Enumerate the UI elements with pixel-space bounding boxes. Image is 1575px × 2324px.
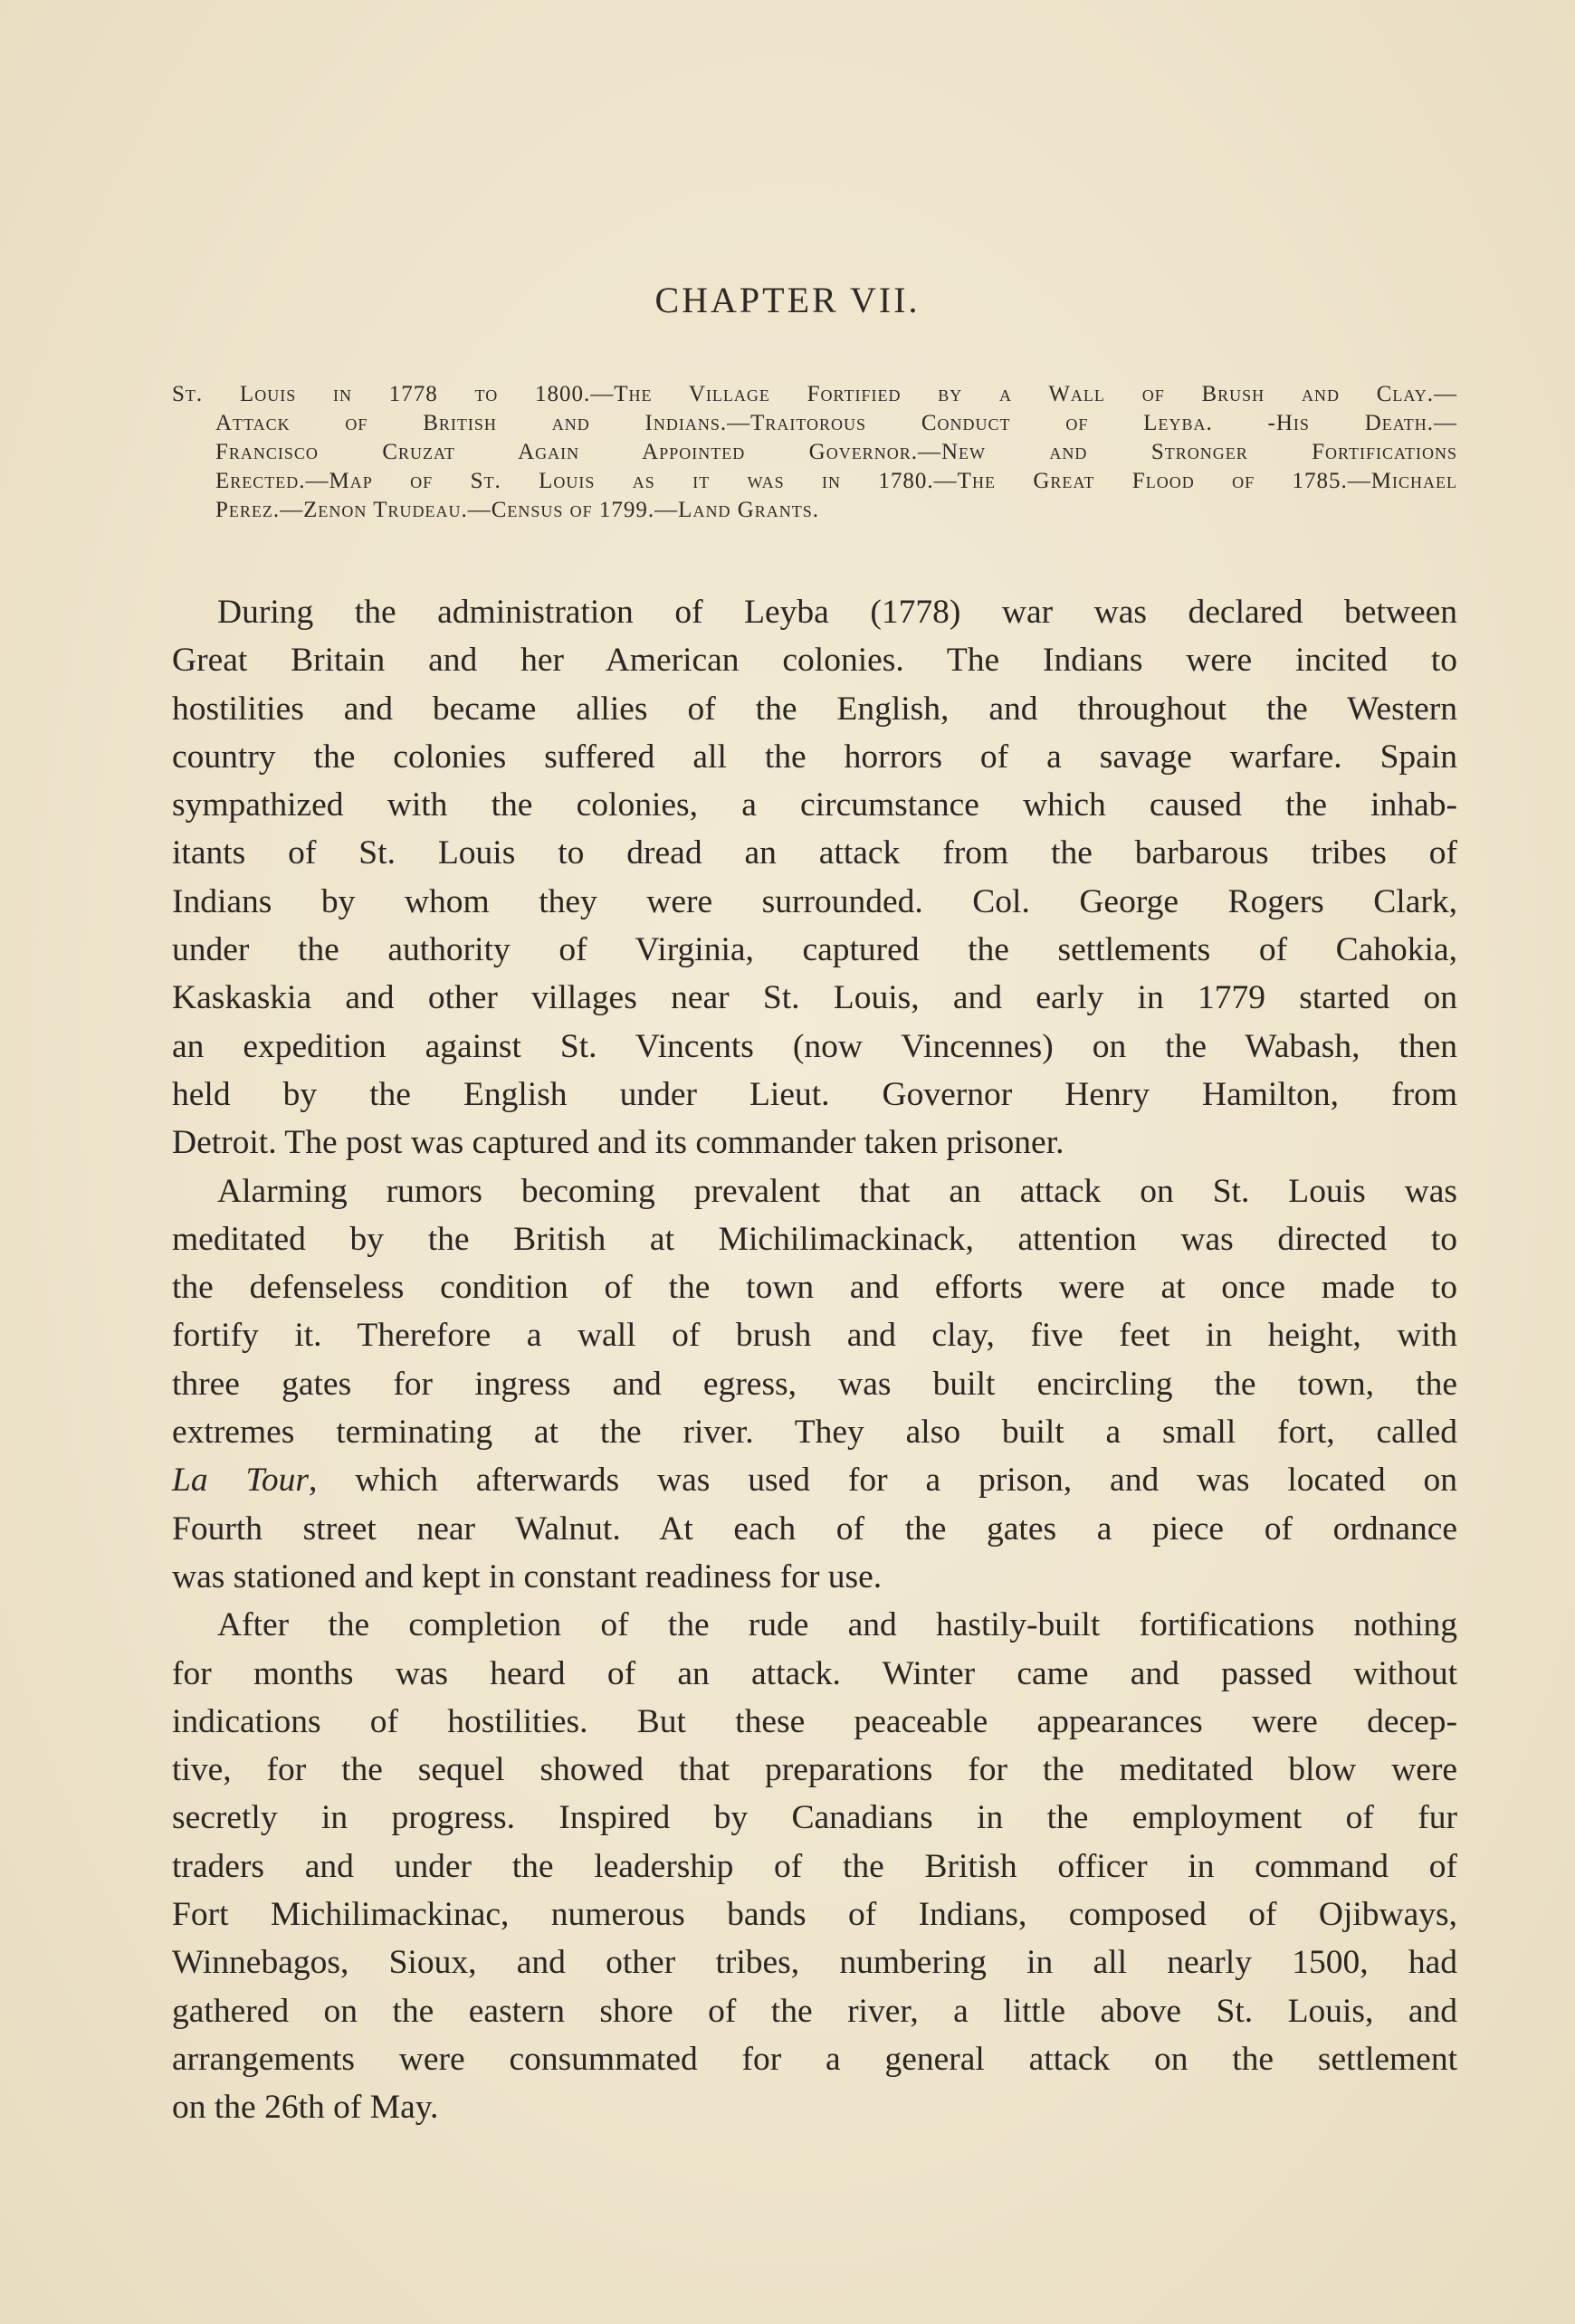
- text-line: sympathized with the colonies, a circumstance which caused the inhab-: [172, 786, 1457, 824]
- text-line: Winnebagos, Sioux, and other tribes, numbering in all nearly 1500, had: [172, 1944, 1457, 1982]
- paragraph: [172, 1601, 1457, 2131]
- text-line: was stationed and kept in constant readiness for use.: [172, 1557, 883, 1595]
- text-line: fortify it. Therefore a wall of brush and clay, five feet in height, with: [172, 1317, 1457, 1355]
- body-text: [172, 588, 1457, 2132]
- text-line: itants of St. Louis to dread an attack from the barbarous tribes of: [172, 834, 1457, 872]
- text-fragment: , which afterwards was used for a prison, and was located on: [309, 1462, 1457, 1500]
- text-line: hostilities and became allies of the English, and throughout the Western: [172, 690, 1457, 728]
- text-line: gathered on the eastern shore of the river, a little above St. Louis, and: [172, 1992, 1457, 2030]
- summary-line: Perez.—Zenon Trudeau.—Census of 1799.—Land Grants.: [215, 498, 820, 522]
- summary-line: Erected.—Map of St. Louis as it was in 1780.—The Great Flood of 1785.—Michael: [215, 469, 1457, 493]
- text-line: Fort Michilimackinac, numerous bands of Indians, composed of Ojibways,: [172, 1896, 1457, 1934]
- text-line: secretly in progress. Inspired by Canadians in the employment of fur: [172, 1799, 1457, 1837]
- text-line: extremes terminating at the river. They also built a small fort, called: [172, 1414, 1457, 1452]
- text-line: the defenseless condition of the town and efforts were at once made to: [172, 1269, 1457, 1307]
- text-line: Great Britain and her American colonies. The Indians were incited to: [172, 642, 1457, 680]
- text-line: [172, 1456, 1457, 1504]
- summary-line: Attack of British and Indians.—Traitorous Conduct of Leyba. -His Death.—: [215, 411, 1457, 435]
- text-line: under the authority of Virginia, captured the settlements of Cahokia,: [172, 931, 1457, 969]
- text-line: Kaskaskia and other villages near St. Louis, and early in 1779 started on: [172, 979, 1457, 1017]
- text-line: tive, for the sequel showed that preparations for the meditated blow were: [172, 1751, 1457, 1789]
- summary-line: Francisco Cruzat Again Appointed Governor.—New and Stronger Fortifications: [215, 440, 1457, 464]
- text-line: Alarming rumors becoming prevalent that an attack on St. Louis was: [217, 1172, 1457, 1210]
- text-line: After the completion of the rude and hastily-built fortifications nothing: [217, 1606, 1457, 1644]
- italic-term: La Tour: [172, 1462, 310, 1500]
- text-line: During the administration of Leyba (1778) war was declared between: [217, 594, 1457, 631]
- chapter-summary: [172, 380, 1457, 525]
- paragraph: [172, 588, 1457, 1167]
- text-line: Detroit. The post was captured and its commander taken prisoner.: [172, 1124, 1064, 1162]
- text-line: indications of hostilities. But these peaceable appearances were decep-: [172, 1702, 1457, 1740]
- text-line: traders and under the leadership of the British officer in command of: [172, 1847, 1457, 1885]
- chapter-title: CHAPTER VII.: [654, 280, 921, 320]
- text-line: on the 26th of May.: [172, 2089, 439, 2127]
- text-line: country the colonies suffered all the horrors of a savage warfare. Spain: [172, 738, 1457, 776]
- text-line: held by the English under Lieut. Governor Henry Hamilton, from: [172, 1075, 1457, 1113]
- text-line: arrangements were consummated for a general attack on the settlement: [172, 2040, 1457, 2078]
- paragraph: [172, 1167, 1457, 1602]
- text-line: meditated by the British at Michilimackinack, attention was directed to: [172, 1220, 1457, 1258]
- text-line: three gates for ingress and egress, was built encircling the town, the: [172, 1365, 1457, 1403]
- text-line: for months was heard of an attack. Winter came and passed without: [172, 1654, 1457, 1692]
- text-line: an expedition against St. Vincents (now Vincennes) on the Wabash, then: [172, 1027, 1457, 1065]
- text-line: Indians by whom they were surrounded. Col. George Rogers Clark,: [172, 882, 1457, 920]
- summary-line: St. Louis in 1778 to 1800.—The Village Fortified by a Wall of Brush and Clay.—: [172, 382, 1457, 406]
- text-line: Fourth street near Walnut. At each of the gates a piece of ordnance: [172, 1510, 1457, 1548]
